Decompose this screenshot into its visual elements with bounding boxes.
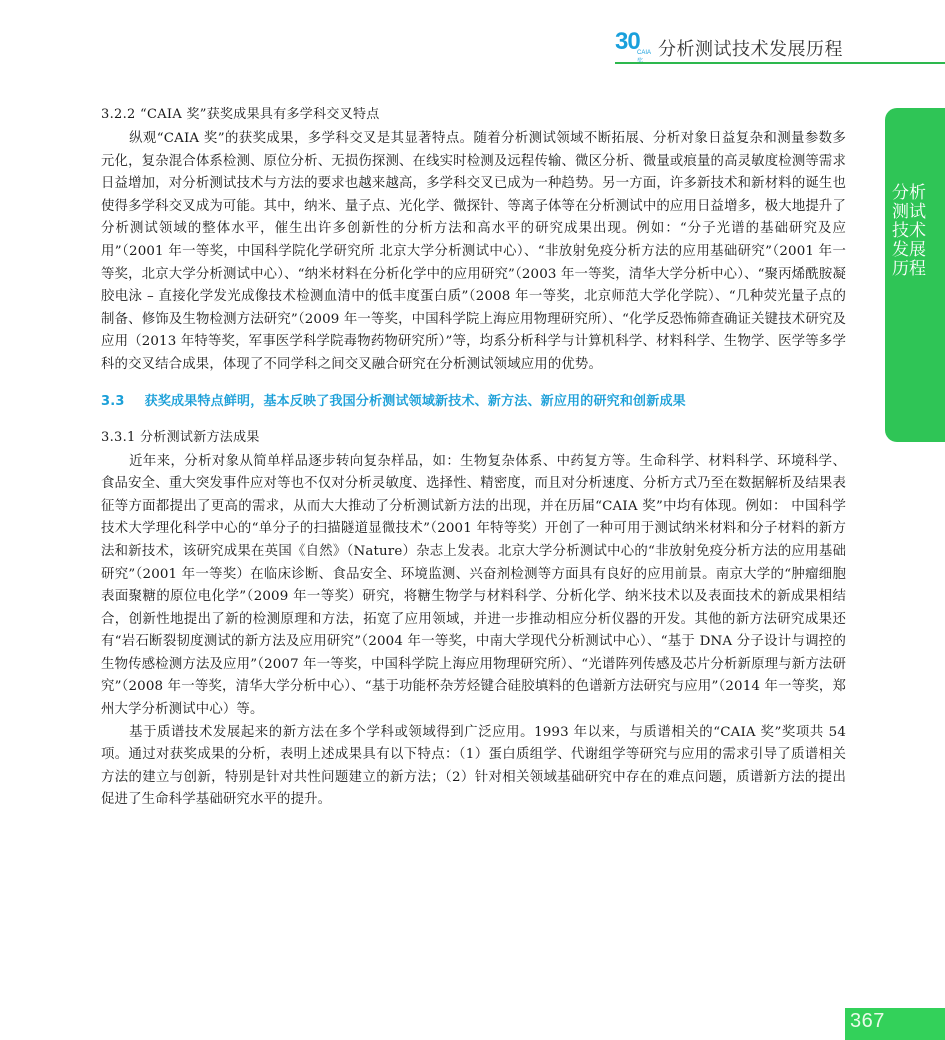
side-tab-label: 分析测试技术发展历程 (892, 183, 926, 279)
header-title: 分析测试技术发展历程 (658, 39, 843, 60)
logo-subtext: CAIA (637, 50, 651, 56)
page-number-box (845, 1008, 945, 1040)
page-number: 367 (850, 1010, 885, 1032)
heading-3-3 (101, 391, 846, 413)
caia-30-logo (615, 28, 657, 60)
running-header (600, 28, 945, 64)
paragraph-3-3-1-b: 基于质谱技术发展起来的新方法在多个学科或领域得到广泛应用。1993 年以来，与质谱相关的“CAIA 奖”奖项共 54 项。通过对获奖成果的分析，表明上述成果具有以下特点：（1）蛋白质组学、代谢组学等研究与应用的需求引导了质谱相关方法的建立与创新，特别是针对共性问题建立的新方法；（2）针对相关领域基础研究中存在的难点问题，质谱新方法的提出促进了生命科学基础研究水平的提升。 (101, 724, 846, 808)
logo-number: 30 (615, 28, 640, 55)
paragraph-3-2-2: 纵观“CAIA 奖”的获奖成果，多学科交叉是其显著特点。随着分析测试领域不断拓展、分析对象日益复杂和测量参数多元化，复杂混合体系检测、原位分析、无损伤探测、在线实时检测及远程传输、微区分析、微量或痕量的高灵敏度检测等需求日益增加，对分析测试技术与方法的要求也越来越高，多学科交叉已成为一种趋势。另一方面，许多新技术和新材料的诞生也使得多学科交叉成为可能。其中，纳米、量子点、光化学、微探针、等离子体等在分析测试中的应用日益增多，极大地提升了分析测试领域的整体水平，催生出许多创新性的分析方法和高水平的研究成果出现。例如：“分子光谱的基础研究及应用”（2001 年一等奖，中国科学院化学研究所 北京大学分析测试中心）、“非放射免疫分析方法的应用基础研究”（2001 年一等奖，北京大学分析测试中心）、“纳米材料在分析化学中的应用研究”（2003 年一等奖，清华大学分析中心）、“聚丙烯酰胺凝胶电泳 – 直接化学发光成像技术检测血清中的低丰度蛋白质”（2008 年一等奖，北京师范大学化学院）、“几种荧光量子点的制备、修饰及生物检测方法研究”（2009 年一等奖，中国科学院上海应用物理研究所）、“化学反恐怖筛查确证关键技术研究及应用（2013 年特等奖，军事医学科学院毒物药物研究所）”等，均系分析科学与计算机科学、材料科学、生物学、医学等多学科的交叉结合成果，体现了不同学科之间交叉融合研究在分析测试领域应用的优势。 (101, 131, 846, 372)
heading-3-3-1: 3.3.1 分析测试新方法成果 (101, 429, 260, 445)
header-rule (615, 62, 945, 64)
heading-3-3-text: 获奖成果特点鲜明，基本反映了我国分析测试领域新技术、新方法、新应用的研究和创新成果 (144, 393, 686, 409)
page-body (101, 104, 846, 812)
heading-3-2-2: 3.2.2 “CAIA 奖”获奖成果具有多学科交叉特点 (101, 107, 380, 122)
chapter-side-tab (885, 108, 945, 442)
heading-3-3-number: 3.3 (101, 393, 125, 409)
paragraph-3-3-1-a: 近年来，分析对象从简单样品逐步转向复杂样品，如：生物复杂体系、中药复方等。生命科学、材料科学、环境科学、食品安全、重大突发事件应对等也不仅对分析灵敏度、选择性、精密度，而且对分析速度、分析方式乃至在数据解析及结果表征等方面都提出了更高的需求，从而大大推动了分析测试新方法的出现，并在历届“CAIA 奖”中均有体现。例如： 中国科学技术大学理化科学中心的“单分子的扫描隧道显微技术”（2001 年特等奖）开创了一种可用于测试纳米材料和分子材料的新方法和新技术，该研究成果在英国《自然》（Nature）杂志上发表。北京大学分析测试中心的“非放射免疫分析方法的应用基础研究”（2001 年一等奖）在临床诊断、食品安全、环境监测、兴奋剂检测等方面具有良好的应用前景。南京大学的“肿瘤细胞表面聚糖的原位电化学”（2009 年一等奖）研究，将糖生物学与材料科学、分析化学、纳米技术以及表面技术的新成果相结合，创新性地提出了新的检测原理和方法，拓宽了应用领域，并进一步推动相应分析仪器的开发。其他的新方法研究成果还有“岩石断裂韧度测试的新方法及应用研究”（2004 年一等奖，中南大学现代分析测试中心）、“基于 DNA 分子设计与调控的生物传感检测方法及应用”（2007 年一等奖，中国科学院上海应用物理研究所）、“光谱阵列传感及芯片分析新原理与新方法研究”（2008 年一等奖，清华大学分析中心）、“基于功能杯杂芳烃键合硅胶填料的色谱新方法研究与应用”（2014 年一等奖，郑州大学分析测试中心）等。 (101, 453, 846, 718)
